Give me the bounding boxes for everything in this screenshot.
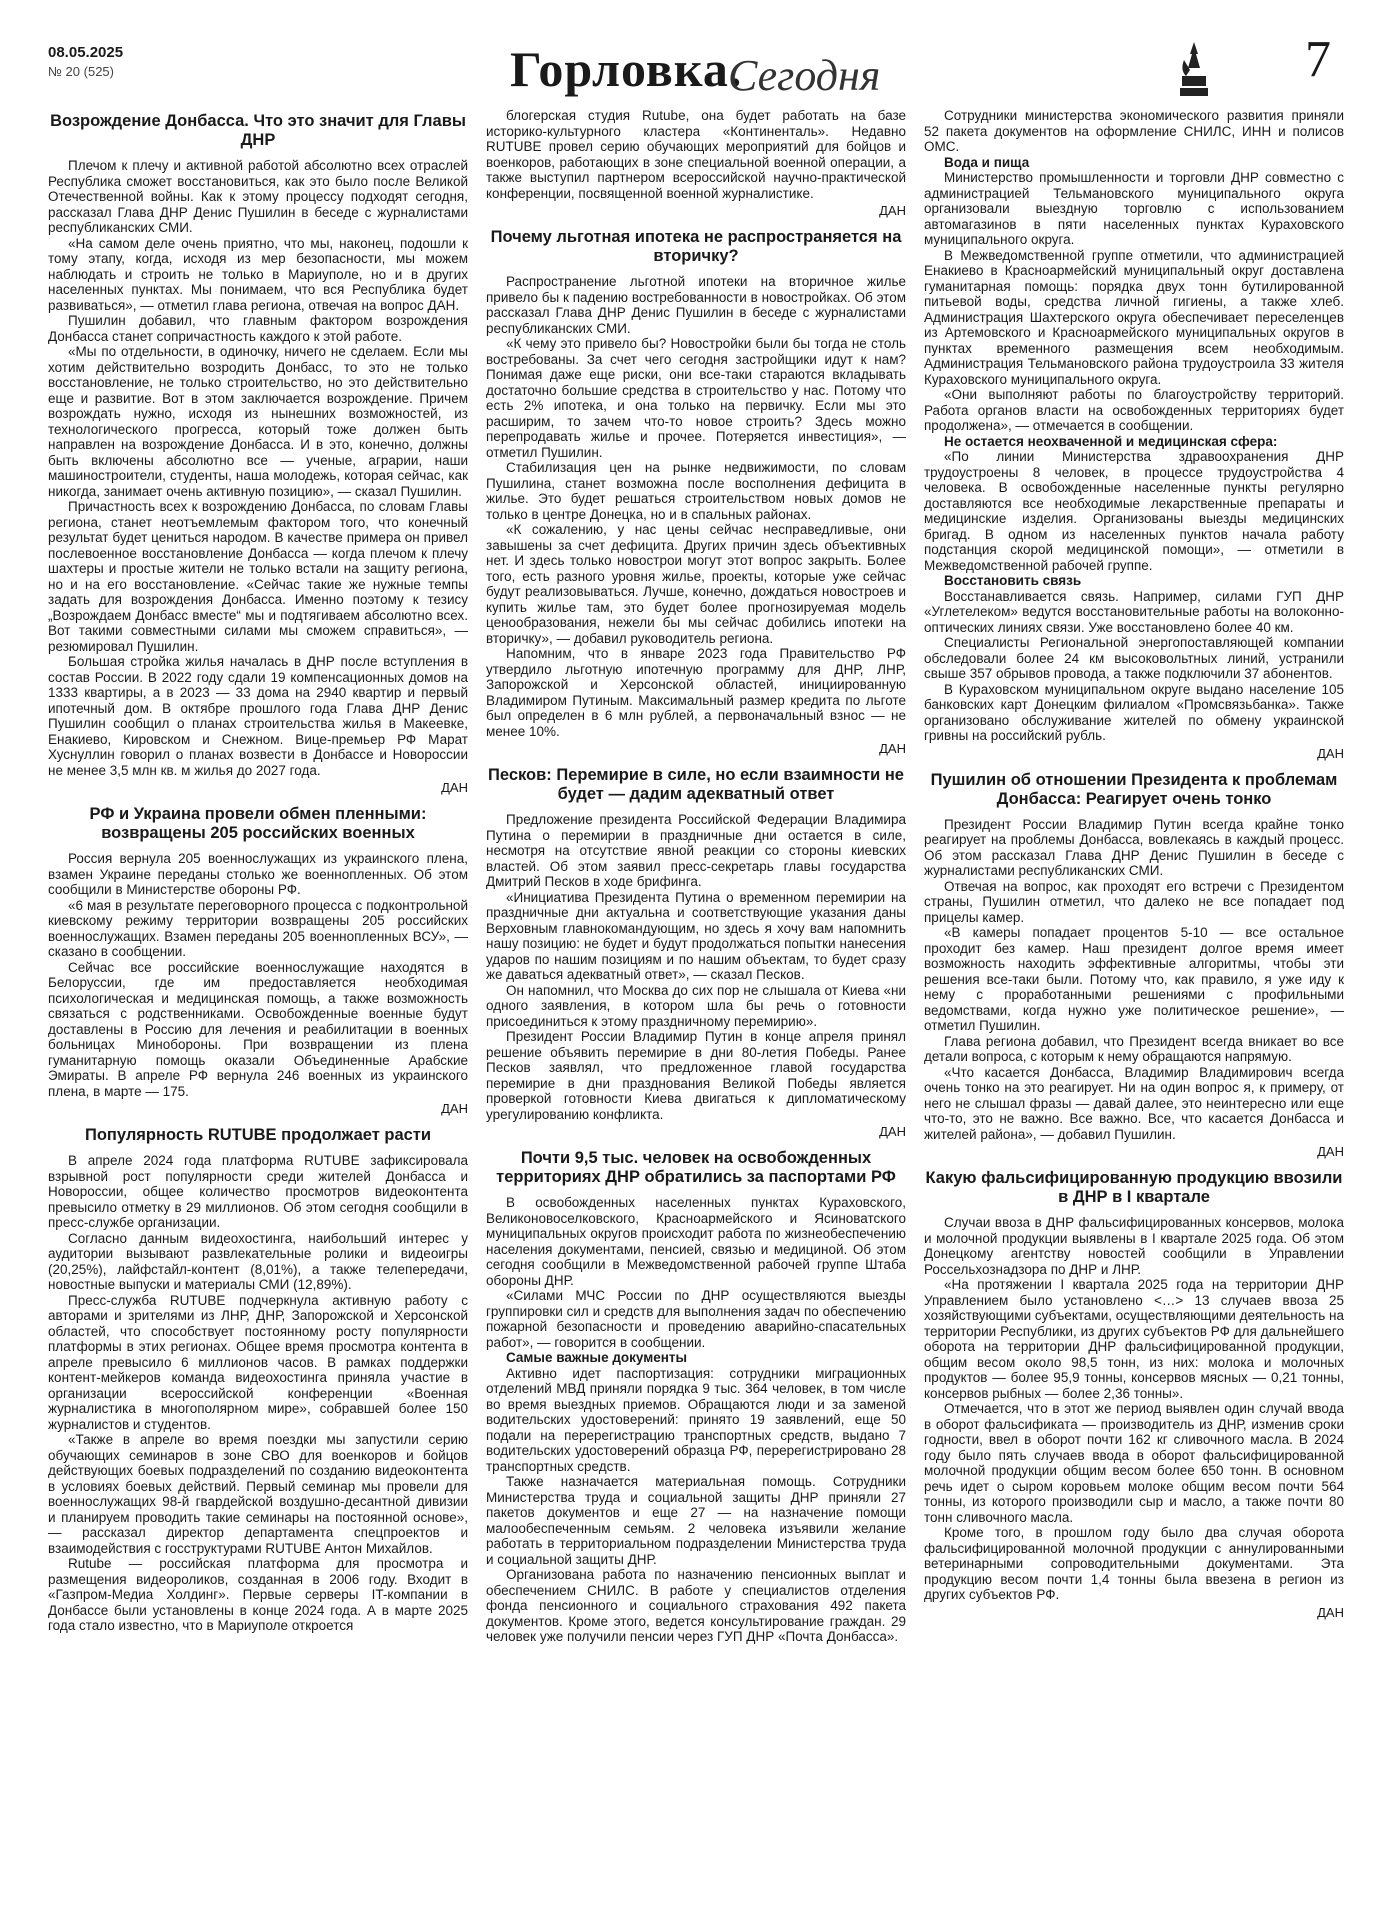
article-subheading: Вода и пища (944, 154, 1030, 170)
article-paragraph: Отмечается, что в этот же период выявлен один случай ввода в оборот фальсификата — производитель из ДНР, изменив сроки годности, ввел в оборот почти 162 кг сливочного масла. В 2024 году было пять случаев ввода в оборот фальсифицированной молочной продукции общим весом более 650 тонн. В основном речь идет о сыром коровьем молоке общим весом почти 564 тонны, из которого производили сыр и масло, а также почти 80 тонн сливочного масла. (924, 1401, 1344, 1525)
article-paragraph: Кроме того, в прошлом году было два случая оборота фальсифицированной молочной продукции с аннулированными ветеринарными сопроводительными документами. Эта продукцию весом почти 1,4 тонны была ввезена в регион из других субъектов РФ. (924, 1525, 1344, 1602)
article-paragraph: В Кураховском муниципальном округе выдано население 105 банковских карт Донецким филиалом «Промсвязьбанка». Также организовано обслуживание жителей по обмену украинской гривны на российский рубль. (924, 681, 1344, 743)
article-paragraph: Напомним, что в январе 2023 года Правительство РФ утвердило льготную ипотечную программу для ДНР, ЛНР, Запорожской и Херсонской областей, инициированную Владимиром Путиным. Максимальный размер кредита по льготе был определен в 6 млн рублей, а первоначальный взнос — не менее 10%. (486, 646, 906, 739)
issue-number: № 20 (525) (48, 64, 114, 79)
article (486, 108, 906, 218)
article-headline: Почему льготная ипотека не распространяется на вторичку? (490, 228, 902, 265)
article-paragraph: Стабилизация цен на рынке недвижимости, по словам Пушилина, станет возможна после восполнения дефицита в жилье. Это будет решаться строительством новых домов не только в центре Донецка, но и в спальных районах. (486, 460, 906, 522)
article-paragraph: «На протяжении I квартала 2025 года на территории ДНР Управлением было установлено <…> 13 случаев ввоза 25 хозяйствующими субъектами, осуществляющими деятельность на территории Республики, из других субъектов РФ для дальнейшего оборота на территории ДНР фальсифицированной продукции, общим весом около 98,5 тонн, из них: молока и молочных продуктов — более 95,9 тонны, консервов мясных — 0,21 тонны, консервов рыбных — более 2,36 тонны». (924, 1277, 1344, 1401)
column-3 (924, 108, 1344, 1898)
article (486, 228, 906, 756)
column-1 (48, 108, 468, 1898)
article-paragraph: Плечом к плечу и активной работой абсолютно всех отраслей Республика сможет восстановиться, как это было после Великой Отечественной войны. Как к этому процессу подходят сегодня, рассказал Глава ДНР Денис Пушилин в беседе с журналистами республиканских СМИ. (48, 158, 468, 235)
article-paragraph: Специалисты Региональной энергопоставляющей компании обследовали более 24 км высоковольтных линий, устранили свыше 357 обрывов провода, а также подключили 37 абонентов. (924, 635, 1344, 681)
article-credit: ДАН (441, 1101, 468, 1116)
article (48, 805, 468, 1116)
article-paragraph: Rutube — российская платформа для просмотра и размещения видеороликов, созданная в 2006 году. Входит в «Газпром-Медиа Холдинг». Первые серверы IT-компании в Донбассе были установлены в конце 2024 года. А в марте 2025 года стало известно, что в Мариуполе откроется (48, 1556, 468, 1633)
issue-date: 08.05.2025 (48, 44, 124, 61)
article-paragraph: В Межведомственной группе отметили, что администрацией Енакиево в Красноармейский муниципальный округ доставлена гуманитарная помощь: порядка двух тонн бутилированной питьевой воды, средства личной гигиены, а также хлеб. Администрация Шахтерского округа обеспечивает переселенцев из Артемовского и Красноармейского муниципальных округов в пунктах временного размещения всем необходимым. Администрация Тельмановского района трудоустроила 33 жителя Кураховского муниципального округа. (924, 247, 1344, 387)
article-headline: Популярность RUTUBE продолжает расти (84, 1126, 432, 1144)
masthead (0, 0, 1392, 100)
article-paragraph: Он напомнил, что Москва до сих пор не слышала от Киева «ни одного заявления, в котором шла бы речь о готовности присоединиться к этому праздничному перемирию». (486, 982, 906, 1029)
column-2 (486, 108, 906, 1898)
article-paragraph: В освобожденных населенных пунктах Кураховского, Великоновоселковского, Красноармейского и Ясиноватского муниципальных округов происходит работа по жизнеобеспечению населения документами, пенсией, связью и медициной. Об этом сегодня сообщили в Межведомственной рабочей группе Штаба обороны ДНР. (486, 1195, 906, 1288)
article-paragraph: «В камеры попадает процентов 5-10 — все остальное проходит без камер. Наш президент долгое время имеет возможность находить эффективные алгоритмы, чтобы эти решения все-таки были. Потому что, как правило, я уже иду к нему с проработанными решениями с профильными ведомствами, когда нужно уже политическое решение», — отметил Пушилин. (924, 925, 1344, 1033)
newspaper-title: Горловка. (510, 41, 743, 97)
article-paragraph: Большая стройка жилья началась в ДНР после вступления в состав России. В 2022 году сдали 19 компенсационных домов на 1333 квартиры, а в 2023 — 33 дома на 2940 квартир и первый ипотечный дом. В октябре прошлого года Глава ДНР Денис Пушилин сообщил о планах строительства жилья в Макеевке, Енакиево, Кировском и Снежном. Вице-премьер РФ Марат Хуснуллин говорил о планах возвести в Донбассе и Новороссии не менее 3,5 млн кв. м жилья до 2027 года. (48, 654, 468, 778)
article (486, 766, 906, 1139)
article (486, 1149, 906, 1645)
article-paragraph: Сейчас все российские военнослужащие находятся в Белоруссии, где им предоставляется необходимая психологическая и медицинская помощь, а также возможность связаться с родственниками. Освобожденные военные будут доставлены в Россию для лечения и реабилитации в военных больницах Минобороны. При возвращении из плена гуманитарную помощь оказали Объединенные Арабские Эмираты. В апреле РФ вернула 246 военных из украинского плена, в марте — 175. (48, 959, 468, 1099)
article-headline: Какую фальсифицированную продукцию ввозили в ДНР в I квартале (925, 1169, 1343, 1206)
article-paragraph: «Инициатива Президента Путина о временном перемирии на праздничные дни актуальна и соответствующие указания даны Верховным главнокомандующим, но здесь я хочу вам напомнить нашу позицию: не будет и будут продолжаться попытки нанесения ударов по нашим позициям и по нашим объектам, то будет сразу же даваться адекватный ответ», — сказал Песков. (486, 889, 906, 982)
article-paragraph: Пресс-служба RUTUBE подчеркнула активную работу с авторами и зрителями из ЛНР, ДНР, Запорожской и Херсонской областей, что способствует постоянному росту популярности платформы в этих регионах. Общее время просмотра контента в апреле превысило 6 миллионов часов. В рамках поддержки контент-мейкеров команда видеохостинга приняла участие в организации всероссийской конференции «Военная журналистика в многополярном мире», собравшей более 150 журналистов и студентов. (48, 1292, 468, 1432)
article-paragraph: Предложение президента Российской Федерации Владимира Путина о перемирии в праздничные дни остается в силе, несмотря на отсутствие явной реакции со стороны киевских властей. Об этом заявил пресс-секретарь главы государства Дмитрий Песков в ходе брифинга. (486, 812, 906, 889)
article-headline: РФ и Украина провели обмен пленными: возвращены 205 российских военных (89, 805, 427, 842)
article-credit: ДАН (1317, 745, 1344, 761)
article-paragraph: «Что касается Донбасса, Владимир Владимирович всегда очень тонко на это реагирует. Ни на один вопрос я, к примеру, от него не слышал фразы — давай далее, это неинтересно или еще что-то, это не важно. Все важно. Все, что касается Донбасса и жителей района», — добавил Пушилин. (924, 1064, 1344, 1142)
newspaper-subtitle: Сегодня (728, 51, 881, 100)
article-paragraph: Отвечая на вопрос, как проходят его встречи с Президентом страны, Пушилин отметил, что далеко не все попадает под прицелы камер. (924, 878, 1344, 925)
article-paragraph: Президент России Владимир Путин в конце апреля принял решение объявить перемирие в дни 80-летия Победы. Ранее Песков заявлял, что предложенное главой государства перемирие в дни празднования Великой Победы является проверкой готовности Киева двигаться к дипломатическому урегулированию конфликта. (486, 1029, 906, 1122)
article-paragraph: Организована работа по назначению пенсионных выплат и обеспечением СНИЛС. В работе у специалистов отделения фонда пенсионного и социального страхования 492 пакета документов. Кроме этого, ведется консультирование граждан. 29 человек уже получили пенсии через ГУП ДНР «Почта Донбасса». (486, 1567, 906, 1644)
article-paragraph: Согласно данным видеохостинга, наибольший интерес у аудитории вызывают развлекательные ролики и видеоигры (20,25%), лайфстайл-контент (8,01%), а также телепередачи, новостные выпуски и материалы СМИ (12,89%). (48, 1230, 468, 1292)
article-paragraph: Сотрудники министерства экономического развития приняли 52 пакета документов на оформление СНИЛС, ИНН и полисов ОМС. (924, 108, 1344, 154)
article-subheading: Восстановить связь (944, 573, 1082, 588)
article (48, 1126, 468, 1634)
article-paragraph: Случаи ввоза в ДНР фальсифицированных консервов, молока и молочной продукции выявлены в I квартале 2025 года. Об этом Донецкому агентству новостей сообщили в Управлении Россельхознадзора по ДНР и ЛНР. (924, 1215, 1344, 1277)
article-paragraph: «Они выполняют работы по благоустройству территорий. Работа органов власти на освобожденных территориях будет продолжена», — отмечается в сообщении. (924, 387, 1344, 433)
article-subheading: Не остается неохваченной и медицинская сфера: (944, 433, 1278, 449)
article-paragraph: «К сожалению, у нас цены сейчас несправедливые, они завышены за счет дефицита. Других причин здесь объективных нет. И здесь только новострои могут этот вопрос закрыть. Более того, есть разного уровня жилье, проекты, которые уже сейчас будут реализовываться. Лучше, конечно, дождаться новостроев и купить жилье там, это будет более прогнозируемая модель ценообразования, нежели бы мы сейчас добились ипотеки на вторичку», — добавил руководитель региона. (486, 522, 906, 646)
article-credit: ДАН (879, 203, 906, 218)
article-credit: ДАН (879, 1124, 906, 1139)
article-paragraph: Причастность всех к возрождению Донбасса, по словам Главы региона, станет неотъемлемым фактором того, что конечный результат будет цениться народом. В качестве примера он привел послевоенное восстановление Донбасса — когда плечом к плечу шахтеры и простые жители не только встали на защиту региона, но и на его восстановление. «Сейчас такие же нужные темпы задать для возрождения Донбасса. Именно поэтому к тезису „Возрождаем Донбасс вместе“ мы и подтягиваем абсолютно всех. Вот такими совместными силами мы сможем справиться», — резюмировал Пушилин. (48, 499, 468, 654)
article-paragraph: Восстанавливается связь. Например, силами ГУП ДНР «Углетелеком» ведутся восстановительные работы на волоконно-оптических линиях связи. Уже восстановлено более 40 км. (924, 588, 1344, 635)
article-paragraph: Распространение льготной ипотеки на вторичное жилье привело бы к падению востребованности в новостройках. Об этом рассказал Глава ДНР Денис Пушилин в беседе с журналистами республиканских СМИ. (486, 274, 906, 336)
article-paragraph: Россия вернула 205 военнослужащих из украинского плена, взамен Украине переданы столько же военнопленных. Об этом сообщили в Министерстве обороны РФ. (48, 851, 468, 897)
article-credit: ДАН (1317, 1144, 1344, 1159)
article-credit: ДАН (1317, 1604, 1344, 1620)
content-columns (48, 108, 1344, 1898)
article-paragraph: Министерство промышленности и торговли ДНР совместно с администрацией Тельмановского муниципального округа организовали выездную торговлю с использованием автомагазинов в пяти населенных пунктах Кураховского муниципального округа. (924, 170, 1344, 247)
article-paragraph: Глава региона добавил, что Президент всегда вникает во все детали вопроса, с которым к нему обращаются напрямую. (924, 1033, 1344, 1064)
article-paragraph: «6 мая в результате переговорного процесса с подконтрольной киевскому режиму территории возвращены 205 российских военнослужащих. Взамен переданы 205 военнопленных ВСУ», — сказано в сообщении. (48, 897, 468, 959)
article (924, 771, 1344, 1160)
article-paragraph: «На самом деле очень приятно, что мы, наконец, подошли к тому этапу, когда, исходя из мер безопасности, мы можем наблюдать и строить не только в Мариуполе, но и в других населенных пунктах. Мы понимаем, что вся Республика будет развиваться», — отметил глава региона, отвечая на вопрос ДАН. (48, 235, 468, 313)
article-paragraph: «Также в апреле во время поездки мы запустили серию обучающих семинаров в зоне СВО для военкоров и бойцов действующих боевых подразделений по созданию видеоконтента в условиях боевых действий. Первый семинар мы провели для военнослужащих 98-й гвардейской воздушно-десантной дивизии и планируем проводить такие семинары на постоянной основе», — рассказал директор департамента спецпроектов и взаимодействия с госструктурами RUTUBE Антон Михайлов. (48, 1432, 468, 1556)
article-paragraph: Президент России Владимир Путин всегда крайне тонко реагирует на проблемы Донбасса, вовлекаясь в каждый процесс. Об этом рассказал Глава ДНР Денис Пушилин в беседе с журналистами республиканских СМИ. (924, 816, 1344, 878)
article-paragraph: Пушилин добавил, что главным фактором возрождения Донбасса станет сопричастность каждого к этой работе. (48, 313, 468, 344)
article-paragraph: «Мы по отдельности, в одиночку, ничего не сделаем. Если мы хотим действительно возродить Донбасс, то это не только восстановление, не только строительство, но это действительно еще и развитие. Вот в этом заключается возрождение. Причем возрождать нужно, исходя из нынешних возможностей, из технологического прогресса, который тоже должен быть направлен на возрождение Донбасса. И в это, конечно, должны быть включены абсолютно все — ученые, аграрии, наши машиностроители, студенты, наша молодежь, которая сейчас, как никогда, занимает очень активную позицию», — сказал Пушилин. (48, 344, 468, 499)
article-paragraph: Также назначается материальная помощь. Сотрудники Министерства труда и социальной защиты ДНР приняли 27 пакетов документов и еще 27 — на назначение помощи малообеспеченным семьям. 2 человека изъявили желание работать в территориальном подразделении Министерства труда и социальной защиты ДНР. (486, 1474, 906, 1567)
page-number: 7 (1305, 31, 1331, 88)
article-paragraph: Активно идет паспортизация: сотрудники миграционных отделений МВД приняли порядка 9 тыс. 364 человек, в том числе во время выездных приемов. Обращаются люди и за заменой водительских удостоверений: принято 19 заявлений, еще 50 подали на перерегистрацию транспортных средств, выдано 7 водительских удостоверений образца РФ, перерегистрировано 28 транспортных средств. (486, 1365, 906, 1474)
article-headline: Почти 9,5 тыс. человек на освобожденных территориях ДНР обратились за паспортами РФ (496, 1149, 896, 1186)
article (924, 108, 1344, 761)
article (924, 1169, 1344, 1620)
article-paragraph: блогерская студия Rutube, она будет работать на базе историко-культурного кластера «Континенталь». Недавно RUTUBE провел серию обучающих мероприятий для бойцов и военкоров, работающих в зоне специальной военной операции, а также выступил партнером всероссийской научно-практической конференции, посвященной военной журналистике. (486, 108, 906, 201)
article-subheading: Самые важные документы (506, 1350, 688, 1365)
article-headline: Возрождение Донбасса. Что это значит для Главы ДНР (50, 112, 466, 149)
anniversary-emblem-icon (1176, 40, 1212, 100)
article (48, 112, 468, 795)
article-paragraph: «По линии Министерства здравоохранения ДНР трудоустроены 8 человек, в процессе трудоустройства 4 человека. В освобожденные населенные пункты регулярно доставляются все необходимые лекарственные препараты и медицинские изделия. Организованы выезды медицинских бригад. В одном из населенных пунктов начала работу подстанция скорой медицинской помощи», — отметили в Межведомственной рабочей группе. (924, 449, 1344, 573)
article-credit: ДАН (879, 741, 906, 756)
article-credit: ДАН (441, 780, 468, 795)
article-paragraph: «К чему это привело бы? Новостройки были бы тогда не столь востребованы. За счет чего сегодня застройщики идут к нам? Понимая даже еще риски, они все-таки стараются вкладывать достаточно большие средства в строительство у нас. Потому что есть 2% ипотека, и она только на первичку. Если мы это расширим, то зачем что-то новое строить? Здесь можно перепродавать жилье и прочее. Потеряется инвестиция», — отметил Пушилин. (486, 336, 906, 460)
article-paragraph: В апреле 2024 года платформа RUTUBE зафиксировала взрывной рост популярности среди жителей Донбасса и Новороссии, общее количество просмотров видеоконтента превысило отметку в 29 миллионов. Об этом сегодня сообщили в пресс-службе организации. (48, 1153, 468, 1230)
article-headline: Песков: Перемирие в силе, но если взаимности не будет — дадим адекватный ответ (488, 766, 904, 803)
article-headline: Пушилин об отношении Президента к проблемам Донбасса: Реагирует очень тонко (930, 770, 1338, 808)
article-paragraph: «Силами МЧС России по ДНР осуществляются выезды группировки сил и средств для выполнения задач по обеспечению пожарной безопасности и проведению аварийно-спасательных работ», — говорится в сообщении. (486, 1288, 906, 1350)
